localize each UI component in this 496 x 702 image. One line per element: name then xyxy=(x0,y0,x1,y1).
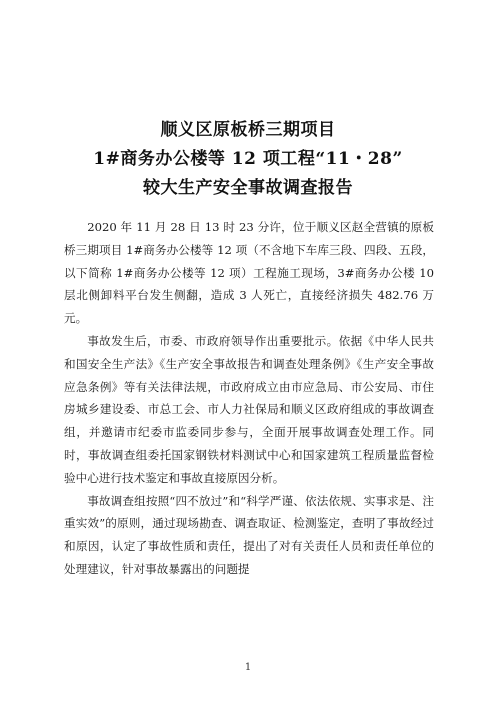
report-title xyxy=(0,116,496,203)
paragraph-investigation-setup: 事故发生后，市委、市政府领导作出重要批示。依据《中华人民共和国安全生产法》《生产安全事故报告和调查处理条例》《生产安全事故应急条例》等有关法律法规，市政府成立由市应急局、市公安局、市住房城乡建设委、市总工会、市人力社保局和顺义区政府组成的事故调查组，并邀请市纪委市监委同步参与，全面开展事故调查处理工作。同时，事故调查组委托国家钢铁材料测试中心和国家建筑工程质量监督检验中心进行技术鉴定和事故直接原因分析。 xyxy=(64,333,434,485)
paragraph-investigation-principles: 事故调查组按照“四不放过”和“科学严谨、依法依规、实事求是、注重实效”的原则，通过现场勘查、调查取证、检测鉴定，查明了事故经过和原因，认定了事故性质和责任，提出了对有关责任人员和责任单位的处理建议，针对事故暴露出的问题提 xyxy=(64,493,434,576)
paragraph-incident-summary: 2020 年 11 月 28 日 13 时 23 分许，位于顺义区赵全营镇的原板桥三期项目 1#商务办公楼等 12 项（不含地下车库三段、四段、五段，以下简称 1#商务办公楼等 12 项）工程施工现场，3#商务办公楼 10 层北侧卸料平台发生侧翻，造成 3 人死亡，直接经济损失 482.76 万元。 xyxy=(64,220,434,326)
title-line-2: 1#商务办公楼等 12 项工程“11・28” xyxy=(93,149,403,169)
page-number: 1 xyxy=(244,662,252,673)
title-line-3: 较大生产安全事故调查报告 xyxy=(143,178,353,198)
title-line-1: 顺义区原板桥三期项目 xyxy=(160,120,336,140)
report-body xyxy=(64,216,434,581)
